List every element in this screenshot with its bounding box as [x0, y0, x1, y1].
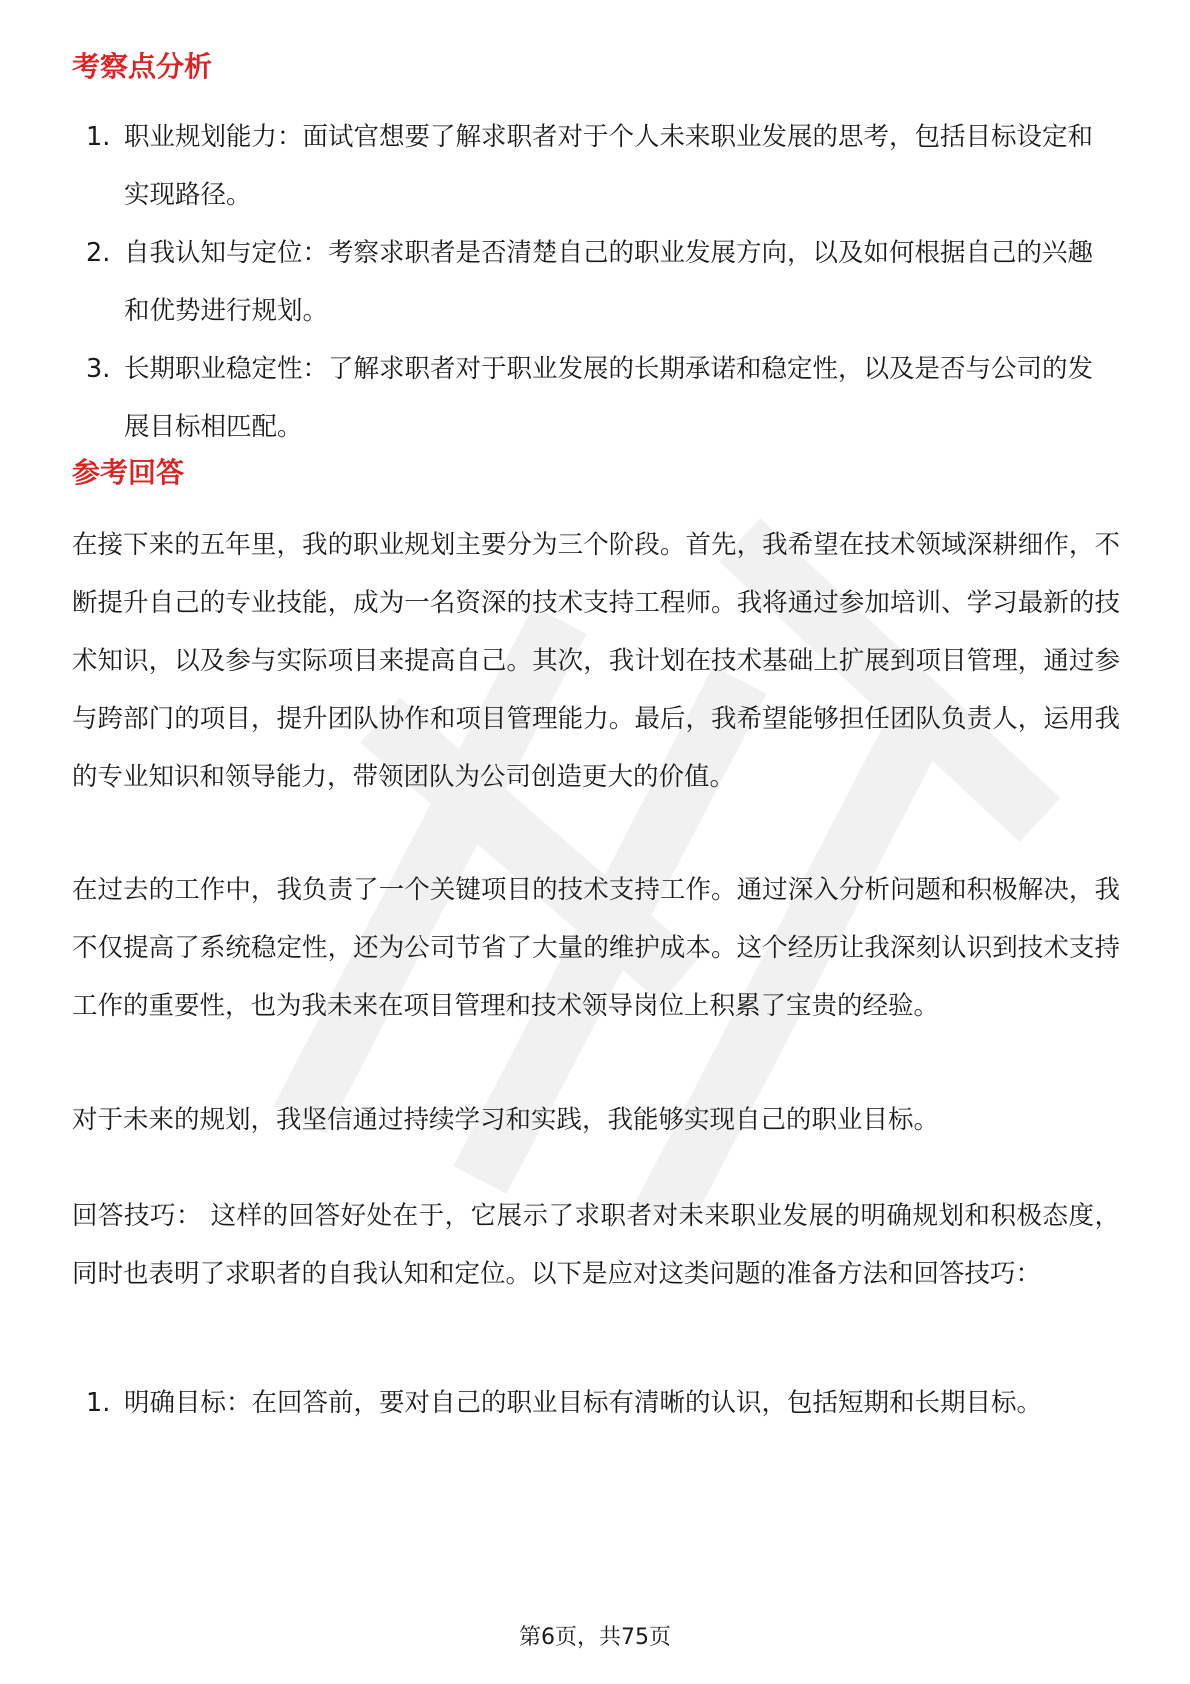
- list-item-text: 明确目标：在回答前，要对自己的职业目标有清晰的认识，包括短期和长期目标。: [124, 1388, 1043, 1418]
- answer-paragraph-1: 在接下来的五年里，我的职业规划主要分为三个阶段。首先，我希望在技术领域深耕细作，不断提升自己的专业技能，成为一名资深的技术支持工程师。我将通过参加培训、学习最新的技术知识，以及参与实际项目来提高自己。其次，我计划在技术基础上扩展到项目管理，通过参与跨部门的项目，提升团队协作和项目管理能力。最后，我希望能够担任团队负责人，运用我的专业知识和领导能力，带领团队为公司创造更大的价值。: [72, 530, 1120, 792]
- list-item: [0, 340, 1190, 456]
- list-item: [0, 108, 1190, 224]
- list-item-number: 1.: [86, 1388, 111, 1418]
- answer-tips-paragraph: 回答技巧： 这样的回答好处在于，它展示了求职者对未来职业发展的明确规划和积极态度，同时也表明了求职者的自我认知和定位。以下是应对这类问题的准备方法和回答技巧：: [72, 1201, 1120, 1289]
- list-item-number: 1.: [86, 122, 111, 152]
- list-item-number: 2.: [86, 238, 111, 268]
- list-item: [0, 1374, 1190, 1432]
- page-footer: 第6页，共75页: [519, 1625, 671, 1650]
- list-item-number: 3.: [86, 354, 111, 384]
- list-item: [0, 224, 1190, 340]
- section-heading-analysis: 考察点分析: [72, 50, 213, 83]
- answer-paragraph-3: 对于未来的规划，我坚信通过持续学习和实践，我能够实现自己的职业目标。: [72, 1105, 940, 1135]
- answer-paragraph-2: 在过去的工作中，我负责了一个关键项目的技术支持工作。通过深入分析问题和积极解决，我不仅提高了系统稳定性，还为公司节省了大量的维护成本。这个经历让我深刻认识到技术支持工作的重要性，也为我未来在项目管理和技术领导岗位上积累了宝贵的经验。: [72, 875, 1120, 1021]
- list-item-text: 自我认知与定位：考察求职者是否清楚自己的职业发展方向，以及如何根据自己的兴趣和优势进行规划。: [124, 238, 1094, 326]
- section-heading-reference-answer: 参考回答: [72, 456, 185, 489]
- tips-list: [0, 1374, 1190, 1432]
- list-item-text: 长期职业稳定性：了解求职者对于职业发展的长期承诺和稳定性，以及是否与公司的发展目标相匹配。: [124, 354, 1094, 442]
- analysis-list: [0, 108, 1190, 456]
- list-item-text: 职业规划能力：面试官想要了解求职者对于个人未来职业发展的思考，包括目标设定和实现路径。: [124, 122, 1094, 210]
